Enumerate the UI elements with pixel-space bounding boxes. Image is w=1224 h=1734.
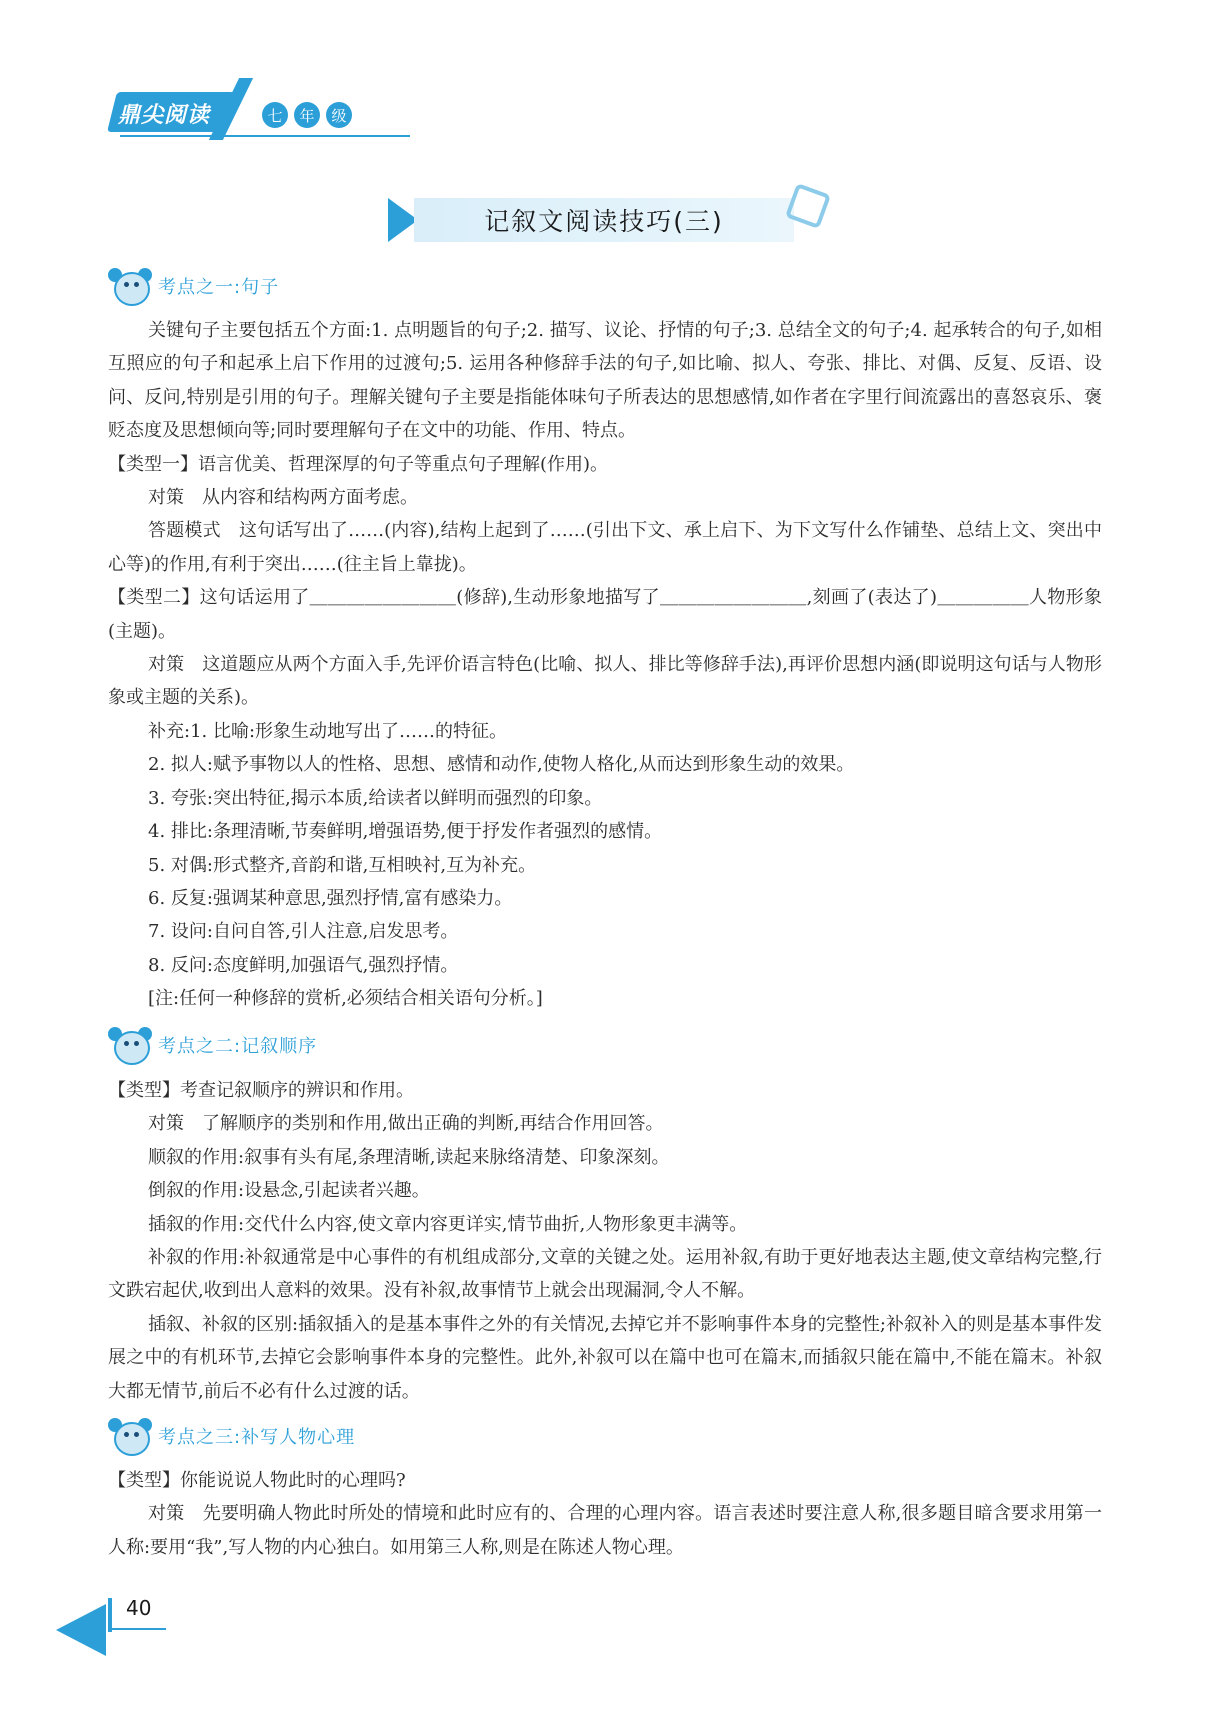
mascot-icon xyxy=(108,1025,152,1065)
list-item: 7. 设问:自问自答,引人注意,启发思考。 xyxy=(148,921,459,943)
section-heading-3 xyxy=(108,1416,355,1456)
page-title: 记叙文阅读技巧(三) xyxy=(414,198,794,242)
paragraph: 对策 先要明确人物此时所处的情境和此时应有的、合理的心理内容。语言表述时要注意人称,很多题目暗含要求用第一人称:要用“我”,写人物的内心独白。如用第三人称,则是在陈述人物心理。 xyxy=(108,1503,1102,1558)
grade-badges xyxy=(262,102,352,128)
note: [注:任何一种修辞的赏析,必须结合相关语句分析。] xyxy=(148,988,543,1010)
title-banner xyxy=(388,188,828,258)
paragraph: 【类型一】语言优美、哲理深厚的句子等重点句子理解(作用)。 xyxy=(108,453,609,475)
paragraph: 答题模式 这句话写出了……(内容),结构上起到了……(引出下文、承上启下、为下文写什么作铺垫、总结上文、突出中心等)的作用,有利于突出……(往主旨上靠拢)。 xyxy=(108,520,1102,575)
list-item: 5. 对偶:形式整齐,音韵和谐,互相映衬,互为补充。 xyxy=(148,854,537,876)
section-heading-1 xyxy=(108,266,279,306)
paragraph: 对策 从内容和结构两方面考虑。 xyxy=(148,487,418,509)
brand-logo: 鼎尖阅读 xyxy=(118,103,211,128)
section-title: 考点之三:补写人物心理 xyxy=(158,1427,356,1448)
paragraph: 倒叙的作用:设悬念,引起读者兴趣。 xyxy=(148,1180,430,1202)
grade-badge: 年 xyxy=(294,102,320,128)
paragraph: 【类型】你能说说人物此时的心理吗? xyxy=(108,1470,406,1491)
page-number: 40 xyxy=(126,1596,152,1620)
footer-underline xyxy=(108,1628,166,1630)
paragraph: 对策 这道题应从两个方面入手,先评价语言特色(比喻、拟人、排比等修辞手法),再评价思想内涵(即说明这句话与人物形象或主题的关系)。 xyxy=(108,654,1102,709)
paragraph: 【类型二】这句话运用了＿＿＿＿＿＿＿＿(修辞),生动形象地描写了＿＿＿＿＿＿＿＿,刻画了(表达了)＿＿＿＿＿人物形象(主题)。 xyxy=(108,587,1102,642)
paragraph: 【类型】考查记叙顺序的辨识和作用。 xyxy=(108,1080,414,1101)
list-item: 2. 拟人:赋予事物以人的性格、思想、感情和动作,使物人格化,从而达到形象生动的效果。 xyxy=(148,754,855,776)
mascot-icon xyxy=(108,1416,152,1456)
list-item: 4. 排比:条理清晰,节奏鲜明,增强语势,便于抒发作者强烈的感情。 xyxy=(148,821,663,843)
page-header xyxy=(112,78,412,138)
paragraph: 插叙的作用:交代什么内容,使文章内容更详实,情节曲折,人物形象更丰满等。 xyxy=(148,1213,748,1235)
paragraph: 关键句子主要包括五个方面:1. 点明题旨的句子;2. 描写、议论、抒情的句子;3. 总结全文的句子;4. 起承转合的句子,如相互照应的句子和起承上启下作用的过渡句;5. 运用各种修辞手法的句子,如比喻、拟人、夸张、排比、对偶、反复、反语、设问、反问,特别是引用的句子。理解关键句子主要是指能体味句子所表达的思想感情,如作者在字里行间流露出的喜怒哀乐、褒贬态度及思想倾向等;同时要理解句子在文中的功能、作用、特点。 xyxy=(108,320,1102,442)
page-corner-triangle xyxy=(56,1604,106,1656)
list-item: 8. 反问:态度鲜明,加强语气,强烈抒情。 xyxy=(148,954,459,976)
paragraph: 补充:1. 比喻:形象生动地写出了……的特征。 xyxy=(148,720,508,742)
grade-badge: 七 xyxy=(262,102,288,128)
section-heading-2 xyxy=(108,1025,317,1065)
list-item: 3. 夸张:突出特征,揭示本质,给读者以鲜明而强烈的印象。 xyxy=(148,787,603,809)
grade-badge: 级 xyxy=(326,102,352,128)
section-title: 考点之二:记叙顺序 xyxy=(158,1036,318,1057)
footer-bar xyxy=(108,1598,112,1632)
header-underline xyxy=(120,135,410,137)
paragraph: 对策 了解顺序的类别和作用,做出正确的判断,再结合作用回答。 xyxy=(148,1113,664,1135)
paragraph: 插叙、补叙的区别:插叙插入的是基本事件之外的有关情况,去掉它并不影响事件本身的完整性;补叙补入的则是基本事件发展之中的有机环节,去掉它会影响事件本身的完整性。此外,补叙可以在篇中也可在篇末,而插叙只能在篇中,不能在篇末。补叙大都无情节,前后不必有什么过渡的话。 xyxy=(108,1313,1102,1402)
section-body-3 xyxy=(108,1464,1102,1564)
section-body-2 xyxy=(108,1074,1102,1408)
section-title: 考点之一:句子 xyxy=(158,277,280,298)
paragraph: 顺叙的作用:叙事有头有尾,条理清晰,读起来脉络清楚、印象深刻。 xyxy=(148,1146,670,1168)
mascot-icon xyxy=(108,266,152,306)
section-body-1 xyxy=(108,314,1102,1016)
paragraph: 补叙的作用:补叙通常是中心事件的有机组成部分,文章的关键之处。运用补叙,有助于更好地表达主题,使文章结构完整,行文跌宕起伏,收到出人意料的效果。没有补叙,故事情节上就会出现漏洞,令人不解。 xyxy=(108,1247,1102,1302)
list-item: 6. 反复:强调某种意思,强烈抒情,富有感染力。 xyxy=(148,887,513,909)
